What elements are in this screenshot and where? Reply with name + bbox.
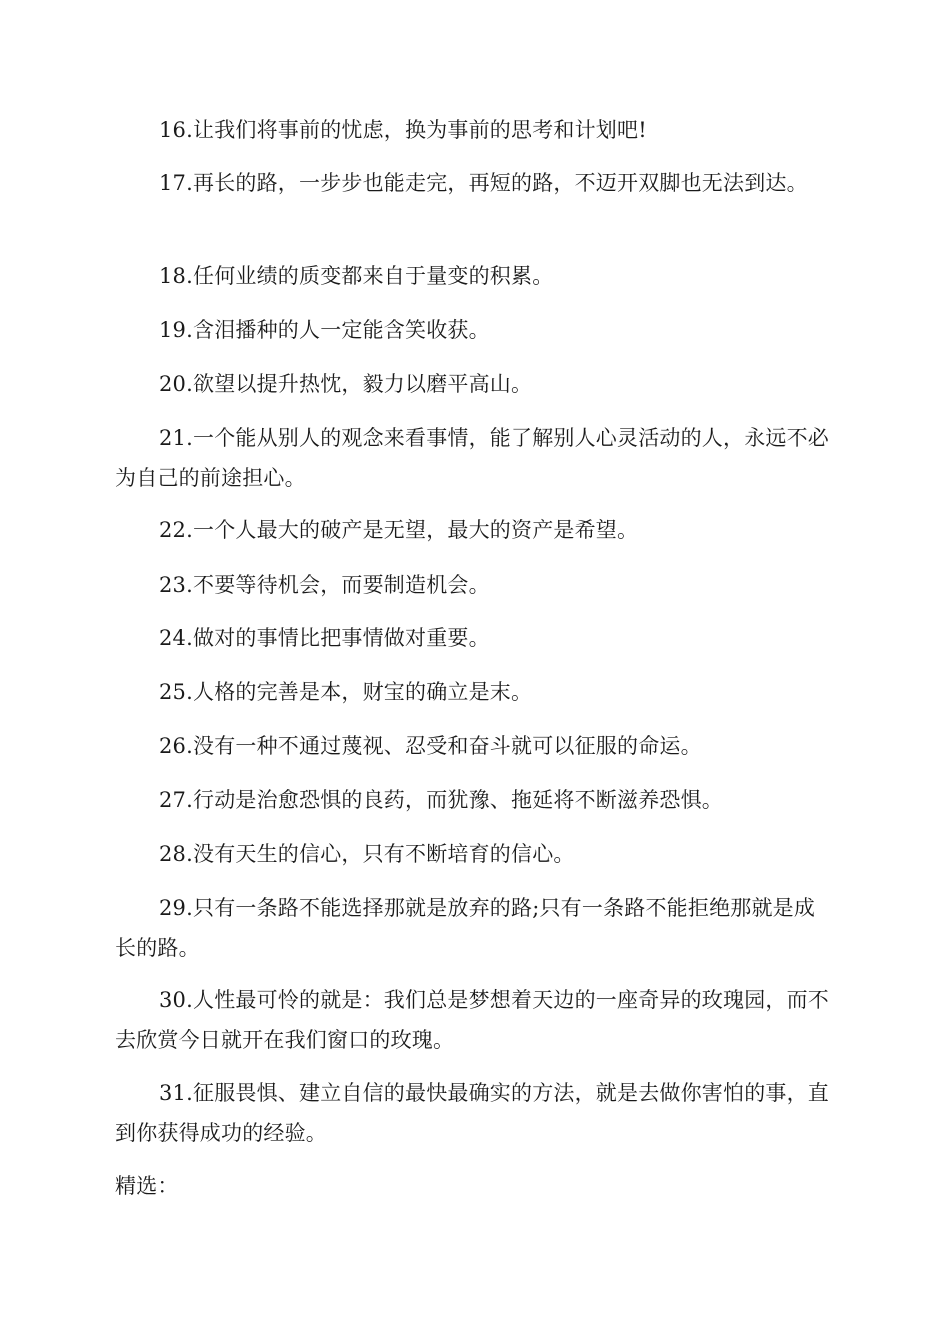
quote-31: 31.征服畏惧、建立自信的最快最确实的方法，就是去做你害怕的事，直到你获得成功的经验。 [115,1081,829,1145]
quote-26: 26.没有一种不通过蔑视、忍受和奋斗就可以征服的命运。 [159,734,702,758]
quote-25: 25.人格的完善是本，财宝的确立是末。 [159,680,533,704]
quote-24: 24.做对的事情比把事情做对重要。 [159,626,490,650]
quote-28: 28.没有天生的信心，只有不断培育的信心。 [159,842,575,866]
quote-19: 19.含泪播种的人一定能含笑收获。 [159,318,490,342]
quote-22: 22.一个人最大的破产是无望，最大的资产是希望。 [159,518,639,542]
quote-30: 30.人性最可怜的就是：我们总是梦想着天边的一座奇异的玫瑰园，而不去欣赏今日就开在我们窗口的玫瑰。 [115,988,829,1052]
quote-21: 21.一个能从别人的观念来看事情，能了解别人心灵活动的人，永远不必为自己的前途担心。 [115,426,829,490]
quote-20: 20.欲望以提升热忱，毅力以磨平高山。 [159,372,533,396]
quote-18: 18.任何业绩的质变都来自于量变的积累。 [159,264,554,288]
quote-27: 27.行动是治愈恐惧的良药，而犹豫、拖延将不断滋养恐惧。 [159,788,723,812]
quote-29: 29.只有一条路不能选择那就是放弃的路;只有一条路不能拒绝那就是成长的路。 [115,896,816,960]
quote-16: 16.让我们将事前的忧虑，换为事前的思考和计划吧! [159,118,647,142]
quote-17: 17.再长的路，一步步也能走完，再短的路，不迈开双脚也无法到达。 [159,171,808,195]
quote-23: 23.不要等待机会，而要制造机会。 [159,573,490,597]
section-label: 精选： [115,1174,179,1198]
